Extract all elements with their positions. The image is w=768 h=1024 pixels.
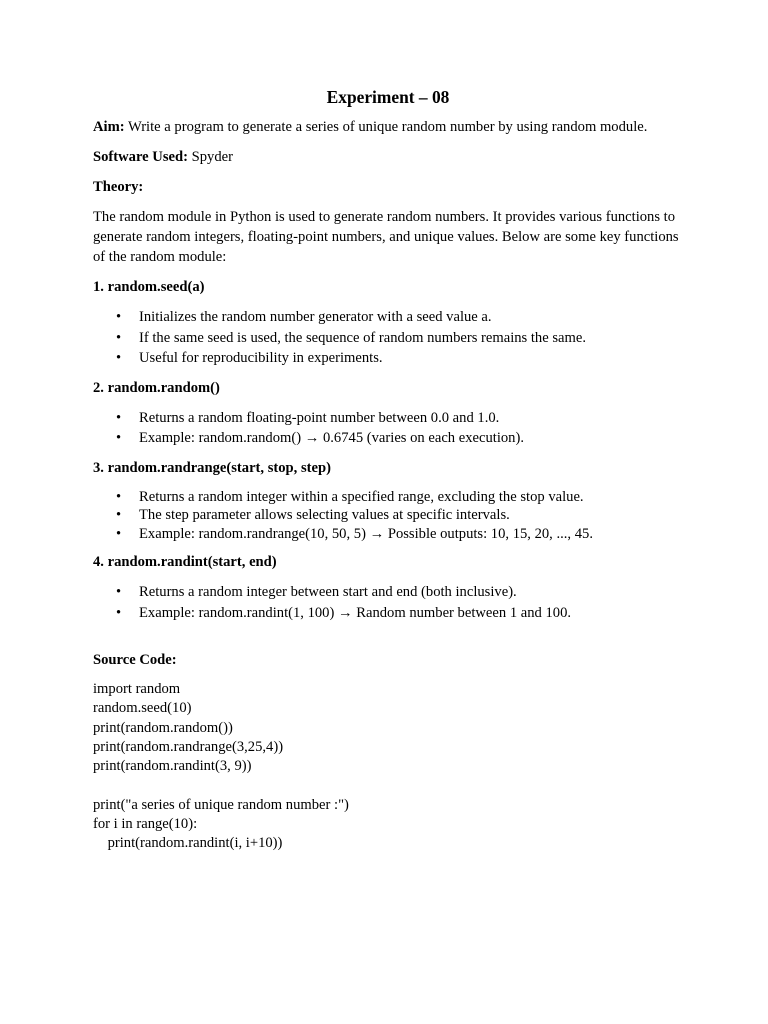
list-item-text: Returns a random integer between start and end (both inclusive). xyxy=(139,584,517,600)
code-line: for i in range(10): xyxy=(93,816,198,833)
bullet-icon: • xyxy=(116,488,122,505)
aim-text: Write a program to generate a series of unique random number by using random module. xyxy=(124,119,648,135)
list-item-text: Initializes the random number generator with a seed value a. xyxy=(139,309,492,325)
section-heading: 2. random.random() xyxy=(93,379,220,396)
list-item-text: Example: random.random() → 0.6745 (varies on each execution). xyxy=(139,430,524,446)
bullet-list xyxy=(93,408,683,449)
bullet-icon: • xyxy=(116,430,122,446)
code-line: random.seed(10) xyxy=(93,700,192,717)
list-item xyxy=(93,328,683,349)
code-line: print("a series of unique random number :") xyxy=(93,796,349,813)
theory-heading: Theory: xyxy=(93,179,144,195)
software-paragraph xyxy=(93,147,683,167)
bullet-list xyxy=(93,307,683,369)
bullet-icon: • xyxy=(116,309,122,325)
software-text: Spyder xyxy=(187,149,233,165)
code-line: print(random.randint(3, 9)) xyxy=(93,758,252,775)
code-blank-line xyxy=(93,776,683,795)
bullet-icon: • xyxy=(116,329,122,346)
list-item xyxy=(93,348,683,369)
aim-paragraph xyxy=(93,117,683,137)
bullet-list xyxy=(93,488,683,544)
list-item-text: The step parameter allows selecting values at specific intervals. xyxy=(139,507,510,523)
list-item xyxy=(93,488,683,507)
code-line: print(random.randint(i, i+10)) xyxy=(93,835,283,852)
document-title: Experiment – 08 xyxy=(326,87,450,107)
section-heading: 3. random.randrange(start, stop, step) xyxy=(93,459,331,476)
theory-paragraph: The random module in Python is used to generate random numbers. It provides various functions to generate random integers, floating-point numbers, and unique values. Below are some key functions of the random module: xyxy=(93,209,679,265)
list-item xyxy=(93,525,683,544)
list-item-text: Returns a random floating-point number between 0.0 and 1.0. xyxy=(139,409,500,426)
list-item xyxy=(93,603,683,624)
list-item-text: Example: random.randint(1, 100) → Random number between 1 and 100. xyxy=(139,604,572,621)
section-heading: 1. random.seed(a) xyxy=(93,279,205,295)
list-item-text: Example: random.randrange(10, 50, 5) → Possible outputs: 10, 15, 20, ..., 45. xyxy=(139,525,593,542)
document-page xyxy=(93,86,683,854)
list-item xyxy=(93,506,683,525)
bullet-icon: • xyxy=(116,584,122,600)
bullet-icon: • xyxy=(116,507,122,523)
list-item-text: Useful for reproducibility in experiments. xyxy=(139,350,383,366)
code-line: print(random.random()) xyxy=(93,719,233,736)
software-label: Software Used: xyxy=(93,149,188,165)
source-code-heading: Source Code: xyxy=(93,652,177,668)
bullet-icon: • xyxy=(116,350,122,366)
list-item xyxy=(93,582,683,603)
list-item xyxy=(93,428,683,449)
section-spacer xyxy=(93,632,683,650)
bullet-list xyxy=(93,582,683,623)
section-heading: 4. random.randint(start, end) xyxy=(93,554,277,570)
code-block xyxy=(93,680,683,854)
bullet-icon: • xyxy=(116,525,122,542)
bullet-icon: • xyxy=(116,409,122,426)
code-line: print(random.randrange(3,25,4)) xyxy=(93,738,284,755)
list-item xyxy=(93,307,683,328)
aim-label: Aim: xyxy=(93,119,125,135)
bullet-icon: • xyxy=(116,604,122,621)
list-item-text: Returns a random integer within a specified range, excluding the stop value. xyxy=(139,488,584,505)
list-item xyxy=(93,408,683,429)
list-item-text: If the same seed is used, the sequence of random numbers remains the same. xyxy=(139,329,586,346)
code-line: import random xyxy=(93,681,181,697)
